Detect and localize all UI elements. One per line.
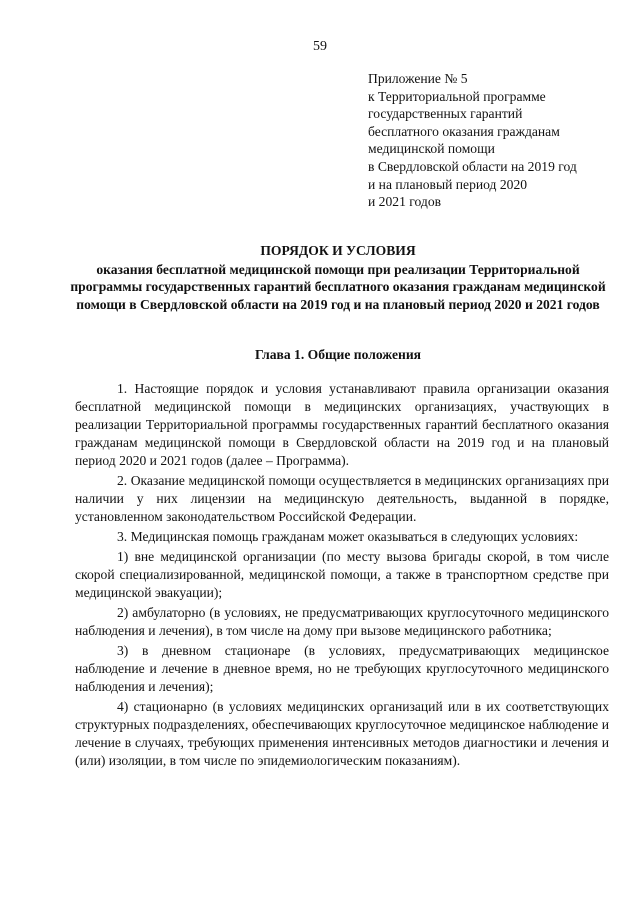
appendix-line: к Территориальной программе: [368, 88, 546, 104]
title-main: ПОРЯДОК И УСЛОВИЯ: [260, 243, 416, 258]
body-text: [75, 380, 609, 772]
title-subtitle: оказания бесплатной медицинской помощи при реализации Территориальной программы государственных гарантий бесплатного оказания гражданам медицинской помощи в Свердловской области на 2019 год и на плановый период 2020 и 2021 годов: [70, 261, 606, 312]
appendix-line: Приложение № 5: [368, 71, 468, 86]
appendix-line: государственных гарантий: [368, 106, 523, 122]
appendix-note: [368, 70, 628, 211]
paragraph: 2) амбулаторно (в условиях, не предусматривающих круглосуточного медицинского наблюдения и лечения), в том числе на дому при вызове медицинского работника;: [75, 605, 609, 638]
appendix-line: и 2021 годов: [368, 194, 442, 210]
document-title: [64, 242, 612, 313]
paragraph: 4) стационарно (в условиях медицинских организаций или в их соответствующих структурных подразделениях, обеспечивающих круглосуточное медицинское наблюдение и лечение в случаях, требующих применения интенсивных методов диагностики и лечения и (или) изоляции, в том числе по эпидемиологическим показаниям).: [75, 699, 609, 768]
paragraph: 1) вне медицинской организации (по месту вызова бригады скорой, в том числе скорой специализированной, медицинской помощи, а также в транспортном средстве при медицинской эвакуации);: [75, 549, 609, 600]
page-number: 59: [313, 39, 327, 54]
appendix-line: бесплатного оказания гражданам: [368, 123, 560, 139]
paragraph: 2. Оказание медицинской помощи осуществляется в медицинских организациях при наличии у них лицензии на медицинскую деятельность, выданной в порядке, установленном законодательством Российской Федерации.: [75, 473, 609, 524]
chapter-heading: Глава 1. Общие положения: [254, 347, 422, 362]
appendix-line: медицинской помощи: [368, 141, 495, 157]
paragraph: 3) в дневном стационаре (в условиях, предусматривающих медицинское наблюдение и лечение в дневное время, но не требующих круглосуточного медицинского наблюдения и лечения);: [75, 643, 609, 694]
appendix-line: в Свердловской области на 2019 год: [368, 158, 577, 174]
paragraph: 1. Настоящие порядок и условия устанавливают правила организации оказания бесплатной медицинской помощи в медицинских организациях, участвующих в реализации Территориальной программы государственных гарантий бесплатного оказания гражданам медицинской помощи в Свердловской области на 2019 год и на плановый период 2020 и 2021 годов (далее – Программа).: [75, 381, 609, 468]
appendix-line: и на плановый период 2020: [368, 176, 528, 192]
paragraph: 3. Медицинская помощь гражданам может оказываться в следующих условиях:: [117, 529, 579, 544]
